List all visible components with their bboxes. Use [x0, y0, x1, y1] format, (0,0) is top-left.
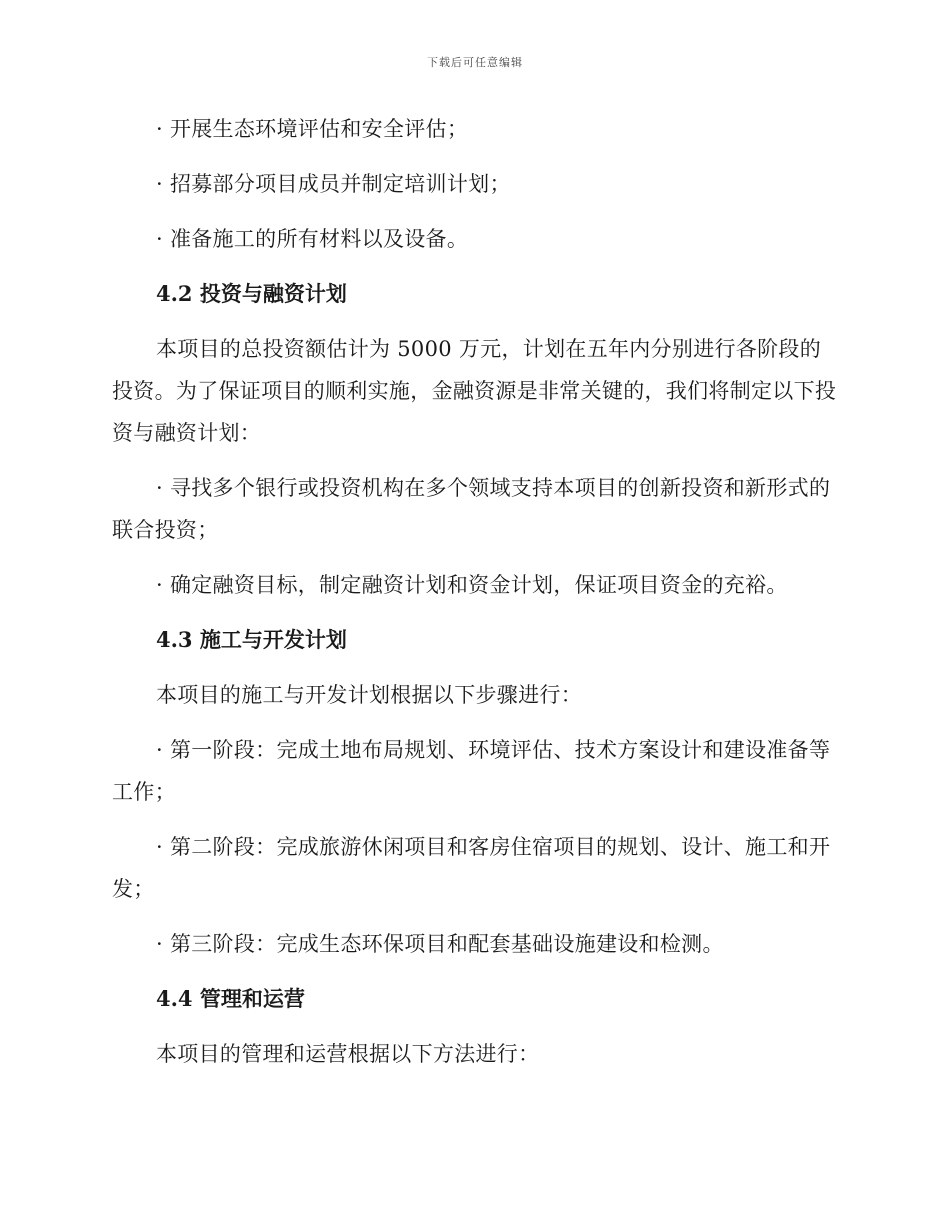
bullet-paragraph: · 确定融资目标，制定融资计划和资金计划，保证项目资金的充裕。 [156, 573, 788, 597]
section-heading: 4.4 管理和运营 [156, 986, 305, 1011]
section-heading: 4.2 投资与融资计划 [156, 281, 347, 306]
body-paragraph: 本项目的总投资额估计为 5000 万元，计划在五年内分别进行各阶段的投资。为了保证项目的顺利实施，金融资源是非常关键的，我们将制定以下投资与融资计划： [112, 337, 837, 445]
bullet-paragraph: · 第二阶段：完成旅游休闲项目和客房住宿项目的规划、设计、施工和开发； [112, 835, 831, 901]
bullet-paragraph: · 第三阶段：完成生态环保项目和配套基础设施建设和检测。 [156, 932, 724, 956]
bullet-paragraph: · 招募部分项目成员并制定培训计划； [156, 172, 511, 196]
bullet-paragraph: · 第一阶段：完成土地布局规划、环境评估、技术方案设计和建设准备等工作； [112, 738, 831, 804]
document-body [112, 108, 837, 1088]
bullet-paragraph: · 寻找多个银行或投资机构在多个领域支持本项目的创新投资和新形式的联合投资； [112, 476, 831, 542]
body-paragraph: 本项目的施工与开发计划根据以下步骤进行： [156, 683, 582, 707]
body-paragraph: 本项目的管理和运营根据以下方法进行： [156, 1042, 540, 1066]
bullet-paragraph: · 开展生态环境评估和安全评估； [156, 117, 469, 141]
section-heading: 4.3 施工与开发计划 [156, 627, 347, 652]
bullet-paragraph: · 准备施工的所有材料以及设备。 [156, 227, 469, 251]
page-header: 下载后可任意编辑 [427, 56, 523, 69]
